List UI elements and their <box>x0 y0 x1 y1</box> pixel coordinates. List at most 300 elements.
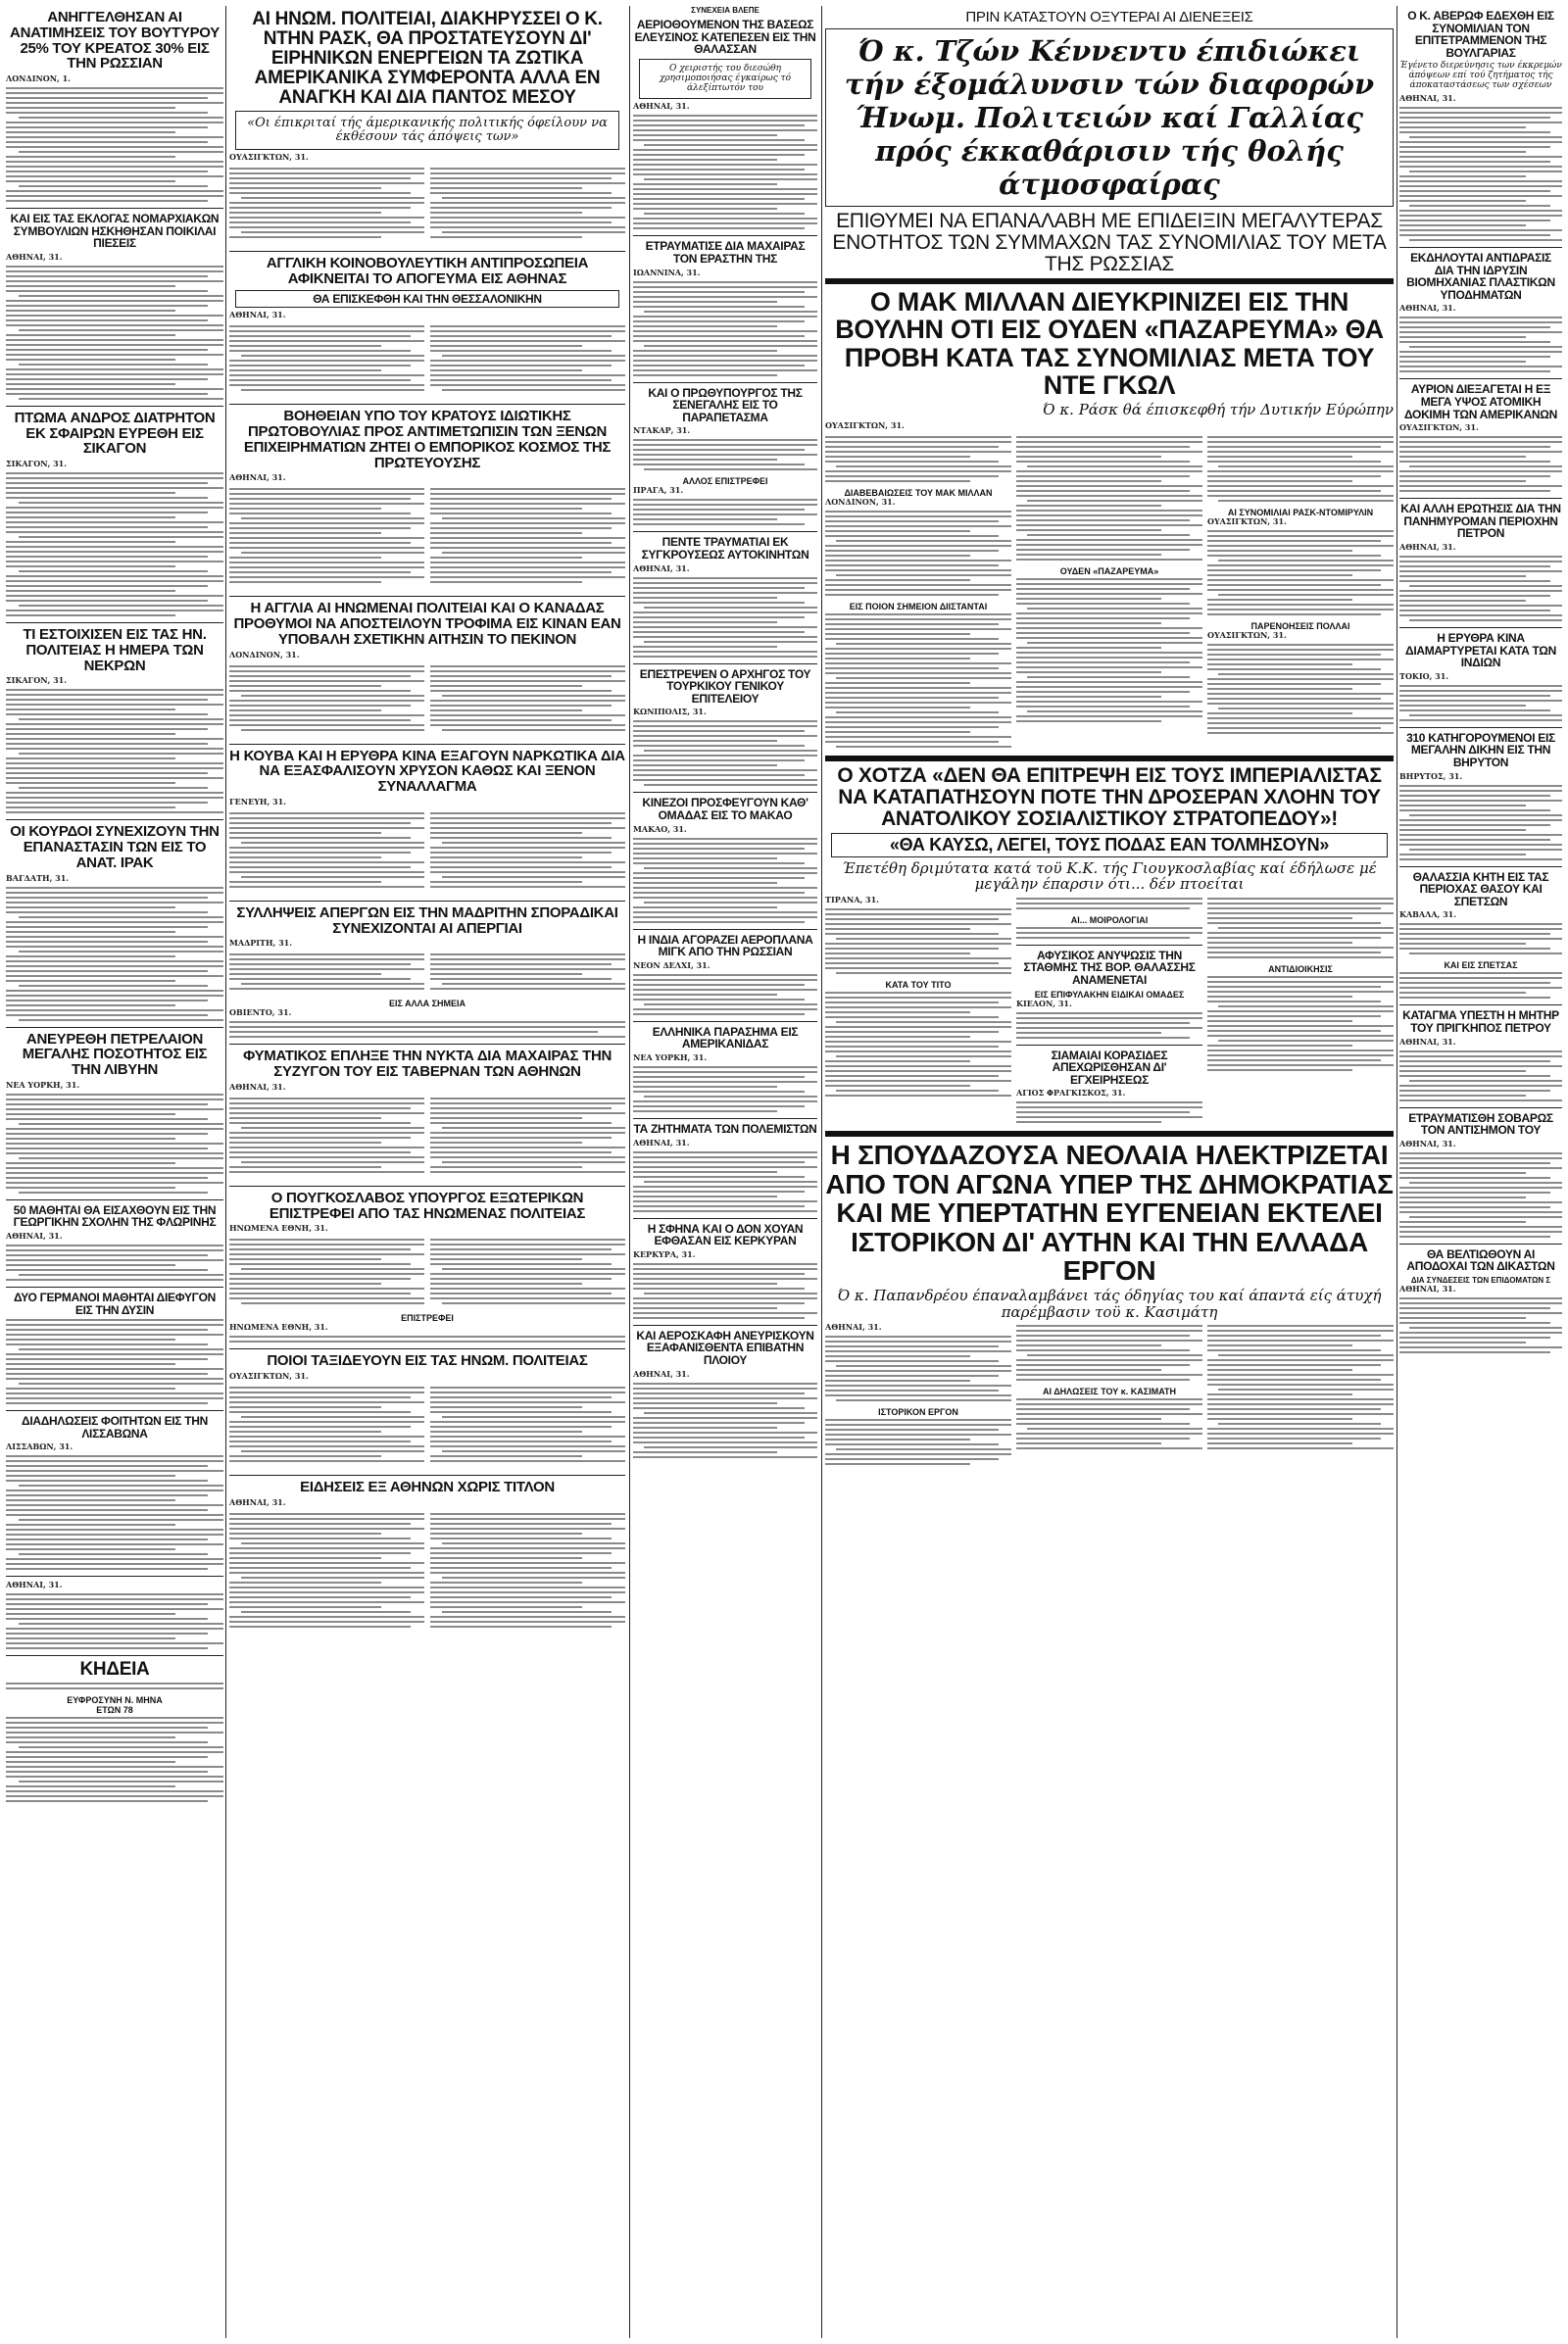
text-lines <box>229 1387 424 1465</box>
dateline: ΝΕΑ ΥΟΡΚΗ, 31. <box>633 1051 708 1062</box>
separator <box>6 1287 223 1288</box>
headline: Η ΙΝΔΙΑ ΑΓΟΡΑΖΕΙ ΑΕΡΟΠΛΑΝΑ ΜΙΓΚ ΑΠΟ ΤΗΝ ΡΩΣΣΙΑΝ <box>637 932 813 959</box>
subhead-box <box>639 59 811 100</box>
article-text <box>825 896 1011 904</box>
headline: ΘΑΛΑΣΣΙΑ ΚΗΤΗ ΕΙΣ ΤΑΣ ΠΕΡΙΟΧΑΣ ΘΑΣΟΥ ΚΑΙ ΣΠΕΤΣΩΝ <box>1412 869 1549 908</box>
separator <box>1016 1045 1202 1046</box>
article-text <box>1399 94 1562 103</box>
text-lines <box>430 1513 625 1631</box>
article-text <box>229 798 625 806</box>
article-columns <box>825 896 1394 1130</box>
text-lines <box>1399 1050 1562 1101</box>
section-head: ΕΙΣ ΕΠΙΦΥΛΑΚΗΝ ΕΙΔΙΚΑΙ ΟΜΑΔΕΣ <box>1034 989 1185 1000</box>
separator <box>6 1027 223 1028</box>
text-lines <box>633 1383 817 1458</box>
text-lines <box>1399 556 1562 621</box>
text-lines <box>825 992 1011 1097</box>
article-text <box>229 311 625 319</box>
headline: Ο Κ. ΑΒΕΡΩΦ ΕΔΕΧΘΗ ΕΙΣ ΣΥΝΟΜΙΛΙΑΝ ΤΟΝ ΕΠΙΤΕΤΡΑΜΜΕΝΟΝ ΤΗΣ ΒΟΥΛΓΑΡΙΑΣ <box>1407 9 1554 60</box>
separator <box>633 1118 817 1119</box>
dateline: ΟΥΑΣΙΓΚΤΩΝ, 31. <box>1207 629 1287 640</box>
separator <box>633 531 817 532</box>
dateline: ΑΘΗΝΑΙ, 31. <box>229 310 286 320</box>
subheadline: Ό κ. Ράσκ θά έπισκεφθή τήν Δυτικήν Εύρώπην <box>1043 401 1394 419</box>
headline: ΑΝΕΥΡΕΘΗ ΠΕΤΡΕΛΑΙΟΝ ΜΕΓΑΛΗΣ ΠΟΣΟΤΗΤΟΣ ΕΙΣ ΤΗΝ ΛΙΒΥΗΝ <box>22 1030 208 1079</box>
headline: Η ΣΦΗΝΑ ΚΑΙ Ο ΔΟΝ ΧΟΥΑΝ ΕΦΘΑΣΑΝ ΕΙΣ ΚΕΡΚΥΡΑΝ <box>647 1221 804 1248</box>
dateline: ΑΘΗΝΑΙ, 31. <box>633 1368 690 1379</box>
article-columns <box>229 810 625 897</box>
text-lines <box>1399 1297 1562 1353</box>
headline: ΚΑΤΑΓΜΑ ΥΠΕΣΤΗ Η ΜΗΤΗΡ ΤΟΥ ΠΡΙΓΚΗΠΟΣ ΠΕΤΡΟΥ <box>1402 1008 1559 1035</box>
text-lines <box>1016 436 1202 561</box>
dateline: ΤΟΚΙΟ, 31. <box>1399 670 1449 681</box>
subheadline: ΘΑ ΕΠΙΣΚΕΦΘΗ ΚΑΙ ΤΗΝ ΘΕΣΣΑΛΟΝΙΚΗΝ <box>313 291 542 306</box>
separator <box>633 1021 817 1022</box>
dateline: ΛΟΝΔΙΝΟΝ, 1. <box>6 73 71 83</box>
dateline: ΑΓΙΟΣ ΦΡΑΓΚΙΣΚΟΣ, 31. <box>1016 1088 1126 1099</box>
text-lines <box>1016 578 1202 722</box>
article-text <box>1399 1285 1562 1294</box>
kicker: ΠΡΙΝ ΚΑΤΑΣΤΟΥΝ ΟΞΥΤΕΡΑΙ ΑΙ ΔΙΕΝΕΞΕΙΣ <box>965 9 1253 25</box>
text-lines <box>633 115 817 229</box>
article-text <box>6 253 223 262</box>
column-1 <box>6 6 223 2338</box>
article-text <box>6 74 223 83</box>
article-text <box>6 1232 223 1241</box>
article-text <box>633 102 817 111</box>
dateline: ΜΑΔΡΙΤΗ, 31. <box>229 938 293 949</box>
dateline: ΑΘΗΝΑΙ, 31. <box>1399 93 1456 104</box>
article-columns <box>825 1323 1394 1471</box>
text-lines <box>825 436 1011 482</box>
text-lines <box>6 1717 223 1802</box>
text-lines <box>6 1319 223 1404</box>
separator <box>229 1348 625 1349</box>
headline: ΟΙ ΚΟΥΡΔΟΙ ΣΥΝΕΧΙΖΟΥΝ ΤΗΝ ΕΠΑΝΑΣΤΑΣΙΝ ΤΩΝ ΕΙΣ ΤΟ ΑΝΑΤ. ΙΡΑΚ <box>10 823 220 871</box>
heavy-rule <box>825 278 1394 284</box>
text-lines <box>1399 107 1562 241</box>
text-lines <box>825 1336 1011 1401</box>
headline: ΚΑΙ ΕΙΣ ΤΑΣ ΕΚΛΟΓΑΣ ΝΟΜΑΡΧΙΑΚΩΝ ΣΥΜΒΟΥΛΙΩΝ ΗΣΚΗΘΗΣΑΝ ΠΟΙΚΙΛΑΙ ΠΙΕΣΕΙΣ <box>10 212 220 251</box>
separator <box>633 382 817 383</box>
text-lines <box>229 1513 424 1631</box>
text-lines <box>6 887 223 1021</box>
dateline: ΛΙΣΣΑΒΩΝ, 31. <box>6 1441 74 1452</box>
subheadline: Ό κ. Παπανδρέου έπαναλαμβάνει τάς όδηγίας του καί άπαντά είς άτυχή παρέμβασιν τοϋ κ. Κασιμάτη <box>837 1287 1382 1321</box>
dateline: ΟΥΑΣΙΓΚΤΩΝ, 31. <box>229 152 309 163</box>
article-columns <box>825 434 1394 754</box>
dateline: ΑΘΗΝΑΙ, 31. <box>825 1322 882 1333</box>
separator <box>6 819 223 820</box>
dateline: ΑΘΗΝΑΙ, 31. <box>1399 541 1456 552</box>
separator <box>633 1218 817 1219</box>
article-text <box>1399 423 1562 432</box>
separator <box>229 744 625 745</box>
article-text <box>229 473 625 482</box>
dateline: ΣΙΚΑΓΟΝ, 31. <box>6 459 68 469</box>
article-text <box>6 676 223 685</box>
text-lines <box>633 439 817 470</box>
section-head: ΑΙ ΔΗΛΩΣΕΙΣ ΤΟΥ κ. ΚΑΣΙΜΑΤΗ <box>1043 1387 1176 1397</box>
text-lines <box>633 974 817 1015</box>
text-lines <box>1016 927 1202 939</box>
text-lines <box>1207 976 1394 1071</box>
separator <box>633 1325 817 1326</box>
headline: ΕΚΔΗΛΟΥΤΑΙ ΑΝΤΙΔΡΑΣΙΣ ΔΙΑ ΤΗΝ ΙΔΡΥΣΙΝ ΒΙΟΜΗΧΑΝΙΑΣ ΠΛΑΣΤΙΚΩΝ ΥΠΟΔΗΜΑΤΩΝ <box>1406 251 1555 302</box>
subhead-box <box>235 290 619 309</box>
quote-box <box>831 833 1388 857</box>
article-text <box>633 1370 817 1379</box>
headline: 50 ΜΑΘΗΤΑΙ ΘΑ ΕΙΣΑΧΘΟΥΝ ΕΙΣ ΤΗΝ ΓΕΩΡΓΙΚΗΝ ΣΧΟΛΗΝ ΤΗΣ ΦΛΩΡΙΝΗΣ <box>13 1202 217 1230</box>
headline: ΕΤΡΑΥΜΑΤΙΣΕ ΔΙΑ ΜΑΧΑΙΡΑΣ ΤΟΝ ΕΡΑΣΤΗΝ ΤΗΣ <box>645 239 806 267</box>
article-text <box>229 1083 625 1092</box>
text-lines <box>1207 1325 1394 1449</box>
section-head: ΑΙ... ΜΟΙΡΟΛΟΓΙΑΙ <box>1070 914 1149 925</box>
text-lines <box>1399 317 1562 372</box>
text-lines <box>633 281 817 376</box>
section-head: ΚΑΤΑ ΤΟΥ ΤΙΤΟ <box>885 979 952 990</box>
dateline: ΑΘΗΝΑΙ, 31. <box>633 562 690 573</box>
text-lines <box>430 325 625 394</box>
headline: ΚΙΝΕΖΟΙ ΠΡΟΣΦΕΥΓΟΥΝ ΚΑΘ' ΟΜΑΔΑΣ ΕΙΣ ΤΟ ΜΑΚΑΟ <box>642 796 808 822</box>
dateline: ΗΝΩΜΕΝΑ ΕΘΝΗ, 31. <box>229 1322 328 1333</box>
section-head: ΔΙΑ ΣΥΝΔΕΣΕΙΣ ΤΩΝ ΕΠΙΔΟΜΑΤΩΝ Σ <box>1410 1275 1551 1285</box>
text-lines <box>633 577 817 658</box>
dateline: ΛΟΝΔΙΝΟΝ, 31. <box>825 496 896 507</box>
headline: ΕΠΕΣΤΡΕΨΕΝ Ο ΑΡΧΗΓΟΣ ΤΟΥ ΤΟΥΡΚΙΚΟΥ ΓΕΝΙΚΟΥ ΕΠΙΤΕΛΕΙΟΥ <box>639 666 811 706</box>
article-text <box>633 1250 817 1259</box>
separator <box>1399 498 1562 499</box>
headline: ΒΟΗΘΕΙΑΝ ΥΠΟ ΤΟΥ ΚΡΑΤΟΥΣ ΙΔΙΩΤΙΚΗΣ ΠΡΩΤΟΒΟΥΛΙΑΣ ΠΡΟΣ ΑΝΤΙΜΕΤΩΠΙΣΙΝ ΤΩΝ ΞΕΝΩΝ ΕΠΙΧΕΙΡΗΜΑΤΙΩΝ ΖΗΤΕΙ Ο ΕΜΠΟΡΙΚΟΣ ΚΟΣΜΟΣ ΤΗΣ ΠΡΩΤΕΥΟΥΣΗΣ <box>243 408 612 471</box>
separator <box>1399 247 1562 248</box>
article-text <box>633 825 817 834</box>
dateline: ΟΥΑΣΙΓΚΤΩΝ, 31. <box>1207 515 1287 526</box>
dateline: ΜΑΚΑΟ, 31. <box>633 823 687 834</box>
text-lines <box>1399 972 1562 999</box>
headline: ΑΥΡΙΟΝ ΔΙΕΞΑΓΕΤΑΙ Η ΕΞ ΜΕΓΑ ΥΨΟΣ ΑΤΟΜΙΚΗ ΔΟΚΙΜΗ ΤΩΝ ΑΜΕΡΙΚΑΝΩΝ <box>1404 382 1557 421</box>
article-columns <box>229 323 625 400</box>
text-lines <box>6 87 223 202</box>
separator <box>1399 1244 1562 1245</box>
separator <box>6 622 223 623</box>
text-lines <box>1016 1101 1202 1123</box>
deceased-name: ΕΥΦΡΟΣΥΝΗ Ν. ΜΗΝΑ <box>67 1695 163 1706</box>
text-lines <box>1207 644 1394 734</box>
article-text <box>1016 1089 1202 1098</box>
separator <box>229 1475 625 1476</box>
section-head: ΕΙΣ ΠΟΙΟΝ ΣΗΜΕΙΟΝ ΔΙΙΣΤΑΝΤΑΙ <box>849 601 988 611</box>
section-head: ΑΙ ΣΥΝΟΜΙΛΙΑΙ ΡΑΣΚ-ΝΤΟΜΙΡΥΛΙΝ <box>1227 507 1374 517</box>
separator <box>6 406 223 407</box>
headline: ΤΑ ΖΗΤΗΜΑΤΑ ΤΩΝ ΠΟΛΕΜΙΣΤΩΝ <box>633 1121 817 1136</box>
dateline: ΑΘΗΝΑΙ, 31. <box>229 1081 286 1092</box>
subheadline: Ο χειριστής του διεσώθη χρησιμοποιήσας έγκαίρως τό άλεξίπτωτόν του <box>659 63 792 93</box>
article-text <box>229 939 625 948</box>
headline: ΑΝΗΓΓΕΛΘΗΣΑΝ ΑΙ ΑΝΑΤΙΜΗΣΕΙΣ ΤΟΥ ΒΟΥΤΥΡΟΥ 25% ΤΟΥ ΚΡΕΑΤΟΣ 30% ΕΙΣ ΤΗΝ ΡΩΣΣΙΑΝ <box>10 9 220 73</box>
dateline: ΣΙΚΑΓΟΝ, 31. <box>6 675 68 686</box>
text-lines <box>229 665 424 734</box>
text-lines <box>633 1066 817 1112</box>
headline: ΑΦΥΣΙΚΟΣ ΑΝΥΨΩΣΙΣ ΤΗΝ ΣΤΑΘΜΗΣ ΤΗΣ ΒΟΡ. ΘΑΛΑΣΣΗΣ ΑΝΑΜΕΝΕΤΑΙ <box>1023 948 1196 987</box>
main-quote: «Οι έπικριταί τής άμερικανικής πολιτικής όφείλουν να έκθέσουν τάς άπόψεις των» <box>247 115 608 144</box>
column-4 <box>825 6 1394 2338</box>
text-lines <box>6 1094 223 1194</box>
headline: Ο ΧΟΤΖΑ «ΔΕΝ ΘΑ ΕΠΙΤΡΕΨΗ ΕΙΣ ΤΟΥΣ ΙΜΠΕΡΙΑΛΙΣΤΑΣ ΝΑ ΚΑΤΑΠΑΤΗΣΟΥΝ ΠΟΤΕ ΤΗΝ ΔΡΟΣΕΡΑΝ ΧΛΟΗΝ ΤΟΥ ΑΝΑΤΟΛΙΚΟΥ ΣΟΣΙΑΛΙΣΤΙΚΟΥ ΣΤΡΑΤΟΠΕΔΟΥ»! <box>837 763 1382 830</box>
dateline: ΑΘΗΝΑΙ, 31. <box>1399 1036 1456 1047</box>
headline: ΠΕΝΤΕ ΤΡΑΥΜΑΤΙΑΙ ΕΚ ΣΥΓΚΡΟΥΣΕΩΣ ΑΥΤΟΚΙΝΗΤΩΝ <box>641 535 809 562</box>
lead-headline: Ό κ. Τζών Κέννεντυ έπιδιώκει τήν έξομάλυνσιν τών διαφορών Ήνωμ. Πολιτειών καί Γαλλίας πρός έκκαθάρισιν τής θολής άτμοσφαίρας <box>844 33 1375 201</box>
article-text <box>1399 1038 1562 1047</box>
text-lines <box>430 665 625 734</box>
headline: ΣΙΑΜΑΙΑΙ ΚΟΡΑΣΙΔΕΣ ΑΠΕΧΩΡΙΣΘΗΣΑΝ ΔΙ' ΕΓΧΕΙΡΗΣΕΩΣ <box>1051 1048 1168 1087</box>
text-lines <box>633 838 817 923</box>
text-lines <box>229 488 424 586</box>
text-lines <box>1207 436 1394 502</box>
section-head: ΟΥΔΕΝ «ΠΑΖΑΡΕΥΜΑ» <box>1059 565 1159 576</box>
separator <box>6 1410 223 1411</box>
separator <box>633 792 817 793</box>
section-head: ΠΑΡΕΝΟΗΣΕΙΣ ΠΟΛΛΑΙ <box>1250 620 1350 631</box>
text-lines <box>430 812 625 891</box>
article-text <box>633 486 817 495</box>
article-text <box>1207 631 1394 640</box>
headline: ΣΥΛΛΗΨΕΙΣ ΑΠΕΡΓΩΝ ΕΙΣ ΤΗΝ ΜΑΔΡΙΤΗΝ ΣΠΟΡΑΔΙΚΑΙ ΣΥΝΕΧΙΖΟΝΤΑΙ ΑΙ ΑΠΕΡΓΙΑΙ <box>236 903 618 937</box>
separator <box>1016 945 1202 946</box>
separator <box>1399 378 1562 379</box>
article-text <box>633 708 817 716</box>
article-text <box>229 1323 625 1332</box>
separator <box>229 1044 625 1045</box>
text-lines <box>430 953 625 993</box>
text-lines <box>1016 1012 1202 1039</box>
section-head: ΔΙΑΒΕΒΑΙΩΣΕΙΣ ΤΟΥ ΜΑΚ ΜΙΛΛΑΝ <box>844 487 993 498</box>
article-text <box>229 1008 625 1017</box>
headline: ΑΕΡΙΟΘΟΥΜΕΝΟΝ ΤΗΣ ΒΑΣΕΩΣ ΕΛΕΥΣΙΝΟΣ ΚΑΤΕΠΕΣΕΝ ΕΙΣ ΤΗΝ ΘΑΛΑΣΣΑΝ <box>634 18 816 57</box>
text-lines <box>633 720 817 786</box>
article-columns <box>229 1096 625 1182</box>
article-text <box>6 1081 223 1090</box>
headline: ΚΑΙ ΑΕΡΟΣΚΑΦΗ ΑΝΕΥΡΙΣΚΟΥΝ ΕΞΑΦΑΝΙΣΘΕΝΤΑ ΕΠΙΒΑΤΗΝ ΠΛΟΙΟΥ <box>636 1328 814 1367</box>
dateline: ΑΘΗΝΑΙ, 31. <box>6 1230 63 1241</box>
text-lines <box>229 325 424 394</box>
section-head: ΚΑΙ ΕΙΣ ΣΠΕΤΣΑΣ <box>1444 960 1518 971</box>
dateline: ΒΗΡΥΤΟΣ, 31. <box>1399 770 1463 781</box>
lead-box <box>825 28 1394 207</box>
heavy-rule <box>825 756 1394 761</box>
article-text <box>1399 772 1562 781</box>
article-text <box>1399 1140 1562 1148</box>
text-lines <box>6 1245 223 1281</box>
article-text <box>1399 304 1562 313</box>
article-text <box>633 1053 817 1062</box>
separator <box>1399 1004 1562 1005</box>
dateline: ΚΕΡΚΥΡΑ, 31. <box>633 1248 696 1259</box>
text-lines <box>229 812 424 891</box>
text-lines <box>430 1239 625 1307</box>
article-text <box>633 269 817 277</box>
separator <box>229 251 625 252</box>
dateline: ΟΥΑΣΙΓΚΤΩΝ, 31. <box>1399 422 1479 433</box>
headline: Η ΕΡΥΘΡΑ ΚΙΝΑ ΔΙΑΜΑΡΤΥΡΕΤΑΙ ΚΑΤΑ ΤΩΝ ΙΝΔΙΩΝ <box>1405 630 1556 670</box>
article-text <box>229 153 625 162</box>
article-text <box>6 1581 223 1589</box>
dateline: ΑΘΗΝΑΙ, 31. <box>633 101 690 112</box>
article-text <box>825 498 1011 507</box>
dateline: ΑΘΗΝΑΙ, 31. <box>1399 1138 1456 1148</box>
text-lines <box>229 1098 424 1176</box>
text-lines <box>6 1593 223 1649</box>
text-lines <box>1207 530 1394 615</box>
article-columns <box>229 952 625 999</box>
subheadline: Έπετέθη δριμύτατα κατά τοϋ Κ.Κ. τής Γιουγκοσλαβίας καί έδήλωσε μέ μεγάλην έπαρσιν ότι... δέν πτοείται <box>842 858 1377 894</box>
text-lines <box>1399 923 1562 954</box>
text-lines <box>229 1021 625 1038</box>
separator <box>1399 627 1562 628</box>
article-text <box>229 1498 625 1507</box>
text-lines <box>1207 898 1394 958</box>
text-lines <box>633 1263 817 1319</box>
kicker: ΣΥΝΕΧΕΙΑ ΒΛΕΠΕ <box>691 6 760 15</box>
text-lines <box>229 1336 625 1343</box>
text-lines <box>1399 785 1562 860</box>
subheadline: ΕΠΙΣΤΡΕΦΕΙ <box>401 1313 454 1324</box>
dateline: ΟΥΑΣΙΓΚΤΩΝ, 31. <box>825 419 905 430</box>
dateline: ΒΑΓΔΑΤΗ, 31. <box>6 872 70 883</box>
column-3 <box>633 6 817 2338</box>
deceased-age: ΕΤΩΝ 78 <box>96 1705 133 1716</box>
dateline: ΑΘΗΝΑΙ, 31. <box>1399 303 1456 314</box>
text-lines <box>1399 1152 1562 1238</box>
text-lines <box>6 1455 223 1570</box>
article-text <box>633 564 817 573</box>
dateline: ΝΕΑ ΥΟΡΚΗ, 31. <box>6 1079 80 1090</box>
dateline: ΑΘΗΝΑΙ, 31. <box>1399 1283 1456 1294</box>
article-text <box>825 1323 1011 1332</box>
text-lines <box>6 472 223 616</box>
headline: Ο ΠΟΥΓΚΟΣΛΑΒΟΣ ΥΠΟΥΡΓΟΣ ΕΞΩΤΕΡΙΚΩΝ ΕΠΙΣΤΡΕΦΕΙ ΑΠΟ ΤΑΣ ΗΝΩΜΕΝΑΣ ΠΟΛΙΤΕΙΑΣ <box>269 1189 586 1222</box>
column-2 <box>229 6 625 2338</box>
headline: Η ΑΓΓΛΙΑ ΑΙ ΗΝΩΜΕΝΑΙ ΠΟΛΙΤΕΙΑΙ ΚΑΙ Ο ΚΑΝΑΔΑΣ ΠΡΟΘΥΜΟΙ ΝΑ ΑΠΟΣΤΕΙΛΟΥΝ ΤΡΟΦΙΜΑ ΕΙΣ ΚΙΝΑΝ ΕΑΝ ΥΠΟΒΑΛΗ ΣΧΕΤΙΚΗΝ ΑΙΤΗΣΙΝ ΤΟ ΠΕΚΙΝΟΝ <box>233 600 621 648</box>
subheadline: ΕΙΣ ΑΛΛΑ ΣΗΜΕΙΑ <box>389 999 466 1009</box>
text-lines <box>633 1151 817 1212</box>
headline: ΚΑΙ Ο ΠΡΩΘΥΠΟΥΡΓΟΣ ΤΗΣ ΣΕΝΕΓΑΛΗΣ ΕΙΣ ΤΟ ΠΑΡΑΠΕΤΑΣΜΑ <box>648 385 803 424</box>
text-lines <box>6 266 223 400</box>
separator <box>229 901 625 902</box>
headline: ΠΤΩΜΑ ΑΝΔΡΟΣ ΔΙΑΤΡΗΤΟΝ ΕΚ ΣΦΑΙΡΩΝ ΕΥΡΕΘΗ ΕΙΣ ΣΙΚΑΓΟΝ <box>14 409 216 458</box>
article-text <box>6 874 223 883</box>
separator <box>1399 866 1562 867</box>
article-text <box>1399 543 1562 552</box>
text-lines <box>825 613 1011 748</box>
article-text <box>825 421 1394 430</box>
headline: ΤΙ ΕΣΤΟΙΧΙΣΕΝ ΕΙΣ ΤΑΣ ΗΝ. ΠΟΛΙΤΕΙΑΣ Η ΗΜΕΡΑ ΤΩΝ ΝΕΚΡΩΝ <box>23 626 207 674</box>
headline: ΠΟΙΟΙ ΤΑΞΙΔΕΥΟΥΝ ΕΙΣ ΤΑΣ ΗΝΩΜ. ΠΟΛΙΤΕΙΑΣ <box>267 1352 588 1370</box>
dateline: ΟΒΙΕΝΤΟ, 31. <box>229 1007 292 1018</box>
article-text <box>1207 517 1394 526</box>
dateline: ΑΘΗΝΑΙ, 31. <box>229 1496 286 1507</box>
separator <box>6 1199 223 1200</box>
separator <box>6 1655 223 1656</box>
separator <box>229 404 625 405</box>
headline: 310 ΚΑΤΗΓΟΡΟΥΜΕΝΟΙ ΕΙΣ ΜΕΓΑΛΗΝ ΔΙΚΗΝ ΕΙΣ ΤΗΝ ΒΗΡΥΤΟΝ <box>1406 730 1555 769</box>
headline: ΔΙΑΔΗΛΩΣΕΙΣ ΦΟΙΤΗΤΩΝ ΕΙΣ ΤΗΝ ΛΙΣΣΑΒΩΝΑ <box>22 1414 208 1441</box>
separator <box>6 1576 223 1577</box>
separator <box>633 929 817 930</box>
dateline: ΙΩΑΝΝΙΝΑ, 31. <box>633 267 701 277</box>
headline: ΚΗΔΕΙΑ <box>79 1659 150 1681</box>
quote-box <box>235 111 619 151</box>
text-lines <box>6 689 223 813</box>
text-lines <box>1399 436 1562 492</box>
headline: ΕΛΛΗΝΙΚΑ ΠΑΡΑΣΗΜΑ ΕΙΣ ΑΜΕΡΙΚΑΝΙΔΑΣ <box>652 1024 799 1051</box>
text-lines <box>1399 685 1562 721</box>
section-head: ΙΣΤΟΡΙΚΟΝ ΕΡΓΟΝ <box>878 1407 958 1418</box>
text-lines <box>1016 1398 1202 1449</box>
dateline: ΤΙΡΑΝΑ, 31. <box>825 894 879 904</box>
headline: ΑΓΓΛΙΚΗ ΚΟΙΝΟΒΟΥΛΕΥΤΙΚΗ ΑΝΤΙΠΡΟΣΩΠΕΙΑ ΑΦΙΚΝΕΙΤΑΙ ΤΟ ΑΠΟΓΕΥΜΑ ΕΙΣ ΑΘΗΝΑΣ <box>266 255 589 288</box>
headline: Η ΣΠΟΥΔΑΖΟΥΣΑ ΝΕΟΛΑΙΑ ΗΛΕΚΤΡΙΖΕΤΑΙ ΑΠΟ ΤΟΝ ΑΓΩΝΑ ΥΠΕΡ ΤΗΣ ΔΗΜΟΚΡΑΤΙΑΣ ΚΑΙ ΜΕ ΥΠΕΡΤΑΤΗΝ ΕΥΓΕΝΕΙΑΝ ΕΚΤΕΛΕΙ ΙΣΤΟΡΙΚΟΝ ΔΙ' ΑΥΤΗΝ ΚΑΙ ΤΗΝ ΕΛΛΑΔΑ ΕΡΓΟΝ <box>825 1140 1394 1286</box>
dateline: ΑΘΗΝΑΙ, 31. <box>633 1137 690 1148</box>
headline: Ο ΜΑΚ ΜΙΛΛΑΝ ΔΙΕΥΚΡΙΝΙΖΕΙ ΕΙΣ ΤΗΝ ΒΟΥΛΗΝ ΟΤΙ ΕΙΣ ΟΥΔΕΝ «ΠΑΖΑΡΕΥΜΑ» ΘΑ ΠΡΟΒΗ ΚΑΤΑ ΤΑΣ ΣΥΝΟΜΙΛΙΑΣ ΜΕΤΑ ΤΟΥ ΝΤΕ ΓΚΩΛ <box>835 286 1384 400</box>
text-lines <box>1016 1325 1202 1381</box>
dateline: ΑΘΗΝΑΙ, 31. <box>6 251 63 262</box>
text-lines <box>825 1419 1011 1465</box>
text-lines <box>825 908 1011 974</box>
dateline: ΠΡΑΓΑ, 31. <box>633 485 684 496</box>
dateline: ΑΘΗΝΑΙ, 31. <box>6 1580 63 1590</box>
article-columns <box>229 166 625 247</box>
article-text <box>229 651 625 659</box>
subheadline: ΕΠΙΘΥΜΕΙ ΝΑ ΕΠΑΝΑΛΑΒΗ ΜΕ ΕΠΙΔΕΙΞΙΝ ΜΕΓΑΛΥΤΕΡΑΣ ΕΝΟΤΗΤΟΣ ΤΩΝ ΣΥΜΜΑΧΩΝ ΤΑΣ ΣΥΝΟΜΙΛΙΑΣ ΤΟΥ ΜΕΤΑ ΤΗΣ ΡΩΣΣΙΑΣ <box>832 209 1387 275</box>
dateline: ΟΥΑΣΙΓΚΤΩΝ, 31. <box>229 1371 309 1382</box>
article-text <box>1016 1000 1202 1008</box>
text-lines <box>229 953 424 993</box>
main-headline: ΑΙ ΗΝΩΜ. ΠΟΛΙΤΕΙΑΙ, ΔΙΑΚΗΡΥΣΣΕΙ Ο Κ. ΝΤΗΝ ΡΑΣΚ, ΘΑ ΠΡΟΣΤΑΤΕΥΣΟΥΝ ΔΙ' ΕΙΡΗΝΙΚΩΝ ΕΝΕΡΓΕΙΩΝ ΤΑ ΖΩΤΙΚΑ ΑΜΕΡΙΚΑΝΙΚΑ ΣΥΜΦΕΡΟΝΤΑ ΑΛΛΑ ΕΝ ΑΝΑΓΚΗ ΚΑΙ ΔΙΑ ΠΑΝΤΟΣ ΜΕΣΟΥ <box>252 9 603 108</box>
headline: ΦΥΜΑΤΙΚΟΣ ΕΠΛΗΞΕ ΤΗΝ ΝΥΚΤΑ ΔΙΑ ΜΑΧΑΙΡΑΣ ΤΗΝ ΣΥΖΥΓΟΝ ΤΟΥ ΕΙΣ ΤΑΒΕΡΝΑΝ ΤΩΝ ΑΘΗΝΩΝ <box>242 1048 612 1081</box>
separator <box>229 1186 625 1187</box>
dateline: ΓΕΝΕΥΗ, 31. <box>229 796 286 806</box>
separator <box>6 208 223 209</box>
text-lines <box>229 168 424 241</box>
subheadline: ΑΛΛΟΣ ΕΠΙΣΤΡΕΦΕΙ <box>682 476 768 487</box>
dateline: ΑΘΗΝΑΙ, 31. <box>229 472 286 483</box>
separator <box>633 235 817 236</box>
article-text <box>229 1224 625 1233</box>
dateline: ΛΟΝΔΙΝΟΝ, 31. <box>229 649 300 659</box>
column-5 <box>1399 6 1562 2338</box>
text-lines <box>825 511 1011 596</box>
dateline: ΚΑΒΑΛΑ, 31. <box>1399 909 1457 920</box>
text-lines <box>1016 898 1202 909</box>
text-lines <box>6 1683 223 1689</box>
article-text <box>6 460 223 468</box>
separator <box>1399 1107 1562 1108</box>
text-lines <box>430 1387 625 1465</box>
article-text <box>633 961 817 970</box>
article-columns <box>229 486 625 592</box>
article-text <box>633 1139 817 1148</box>
article-text <box>229 1372 625 1381</box>
headline: Η ΚΟΥΒΑ ΚΑΙ Η ΕΡΥΘΡΑ ΚΙΝΑ ΕΞΑΓΟΥΝ ΝΑΡΚΩΤΙΚΑ ΔΙΑ ΝΑ ΕΞΑΣΦΑΛΙΣΟΥΝ ΧΡΥΣΟΝ ΚΑΘΩΣ ΚΑΙ ΞΕΝΟΝ ΣΥΝΑΛΛΑΓΜΑ <box>229 747 625 796</box>
text-lines <box>430 488 625 586</box>
dateline: ΚΩΝΙΠΟΛΙΣ, 31. <box>633 707 707 717</box>
article-columns <box>229 1511 625 1636</box>
article-columns <box>229 1237 625 1313</box>
text-lines <box>633 499 817 525</box>
text-lines <box>430 1098 625 1176</box>
article-text <box>1399 910 1562 919</box>
article-columns <box>229 1385 625 1471</box>
